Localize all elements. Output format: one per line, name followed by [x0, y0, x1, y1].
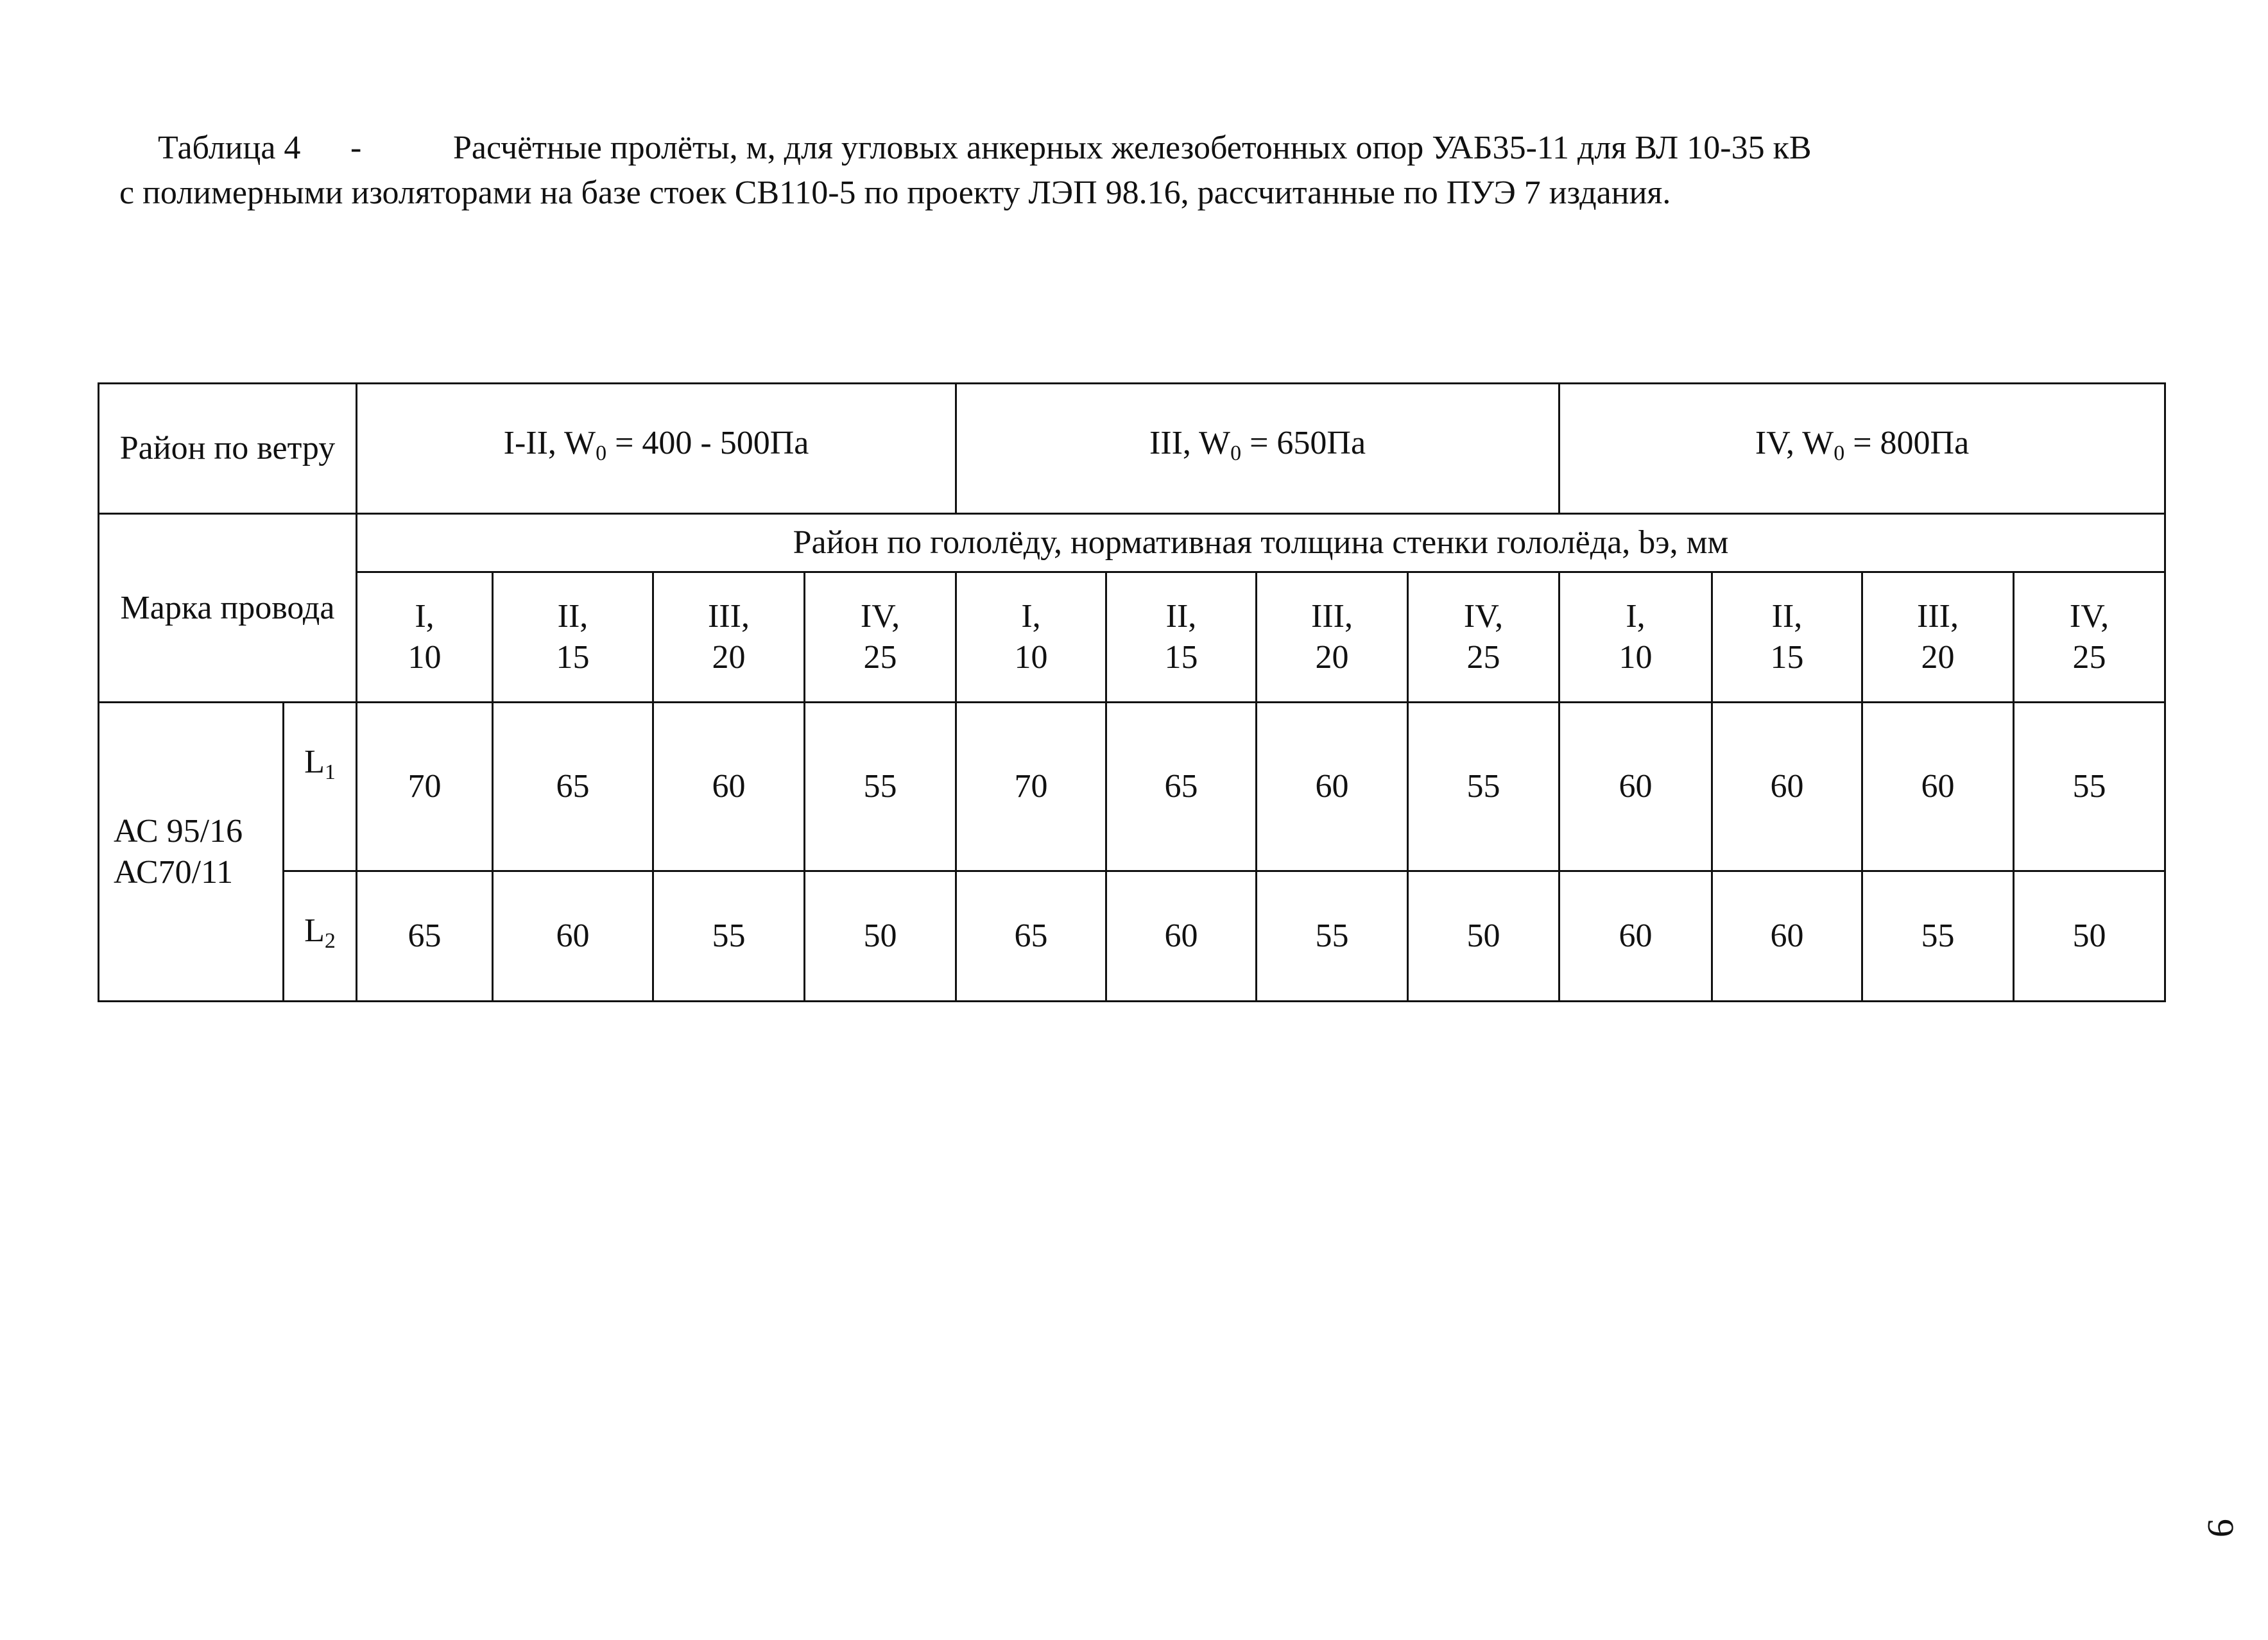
ice-column-header [2014, 572, 2165, 703]
wind-zone-3-suffix: = 800Па [1844, 425, 1970, 461]
wind-zone-1-prefix: I-II, W [503, 425, 596, 461]
ice-zone: IV, [2069, 598, 2109, 635]
header-row-ice-columns [99, 572, 2165, 703]
table-cell: 60 [1712, 703, 1862, 871]
ice-column-header [1106, 572, 1257, 703]
ice-zone: III, [1311, 598, 1353, 635]
table-caption [119, 126, 2070, 216]
ice-column-header [1712, 572, 1862, 703]
ice-mm: 20 [712, 639, 746, 676]
ice-column-header [1257, 572, 1408, 703]
ice-mm: 15 [556, 639, 590, 676]
wind-zone-3-prefix: IV, W [1755, 425, 1834, 461]
table-cell: 55 [653, 871, 805, 1002]
table-row [99, 703, 2165, 871]
table-cell: 70 [956, 703, 1106, 871]
table-cell: 60 [1862, 703, 2014, 871]
table-cell: 65 [1106, 703, 1257, 871]
ice-zone: I, [1021, 598, 1041, 635]
header-row-wind [99, 384, 2165, 514]
span-label-letter: L [304, 744, 325, 780]
caption-title-line-1: Расчётные пролёты, м, для угловых анкерных железобетонных опор УАБ35-11 для ВЛ 10-35 кВ [453, 130, 1812, 166]
wind-zone-1 [357, 384, 956, 514]
ice-column-header [1408, 572, 1559, 703]
ice-column-header [956, 572, 1106, 703]
span-label-l1 [284, 703, 357, 871]
wire-brand-header: Марка провода [99, 514, 357, 703]
wind-zone-1-suffix: = 400 - 500Па [606, 425, 809, 461]
ice-zone: III, [708, 598, 750, 635]
table-cell: 65 [357, 871, 493, 1002]
ice-column-header [653, 572, 805, 703]
wind-zone-2-suffix: = 650Па [1241, 425, 1366, 461]
table-cell: 60 [1257, 703, 1408, 871]
caption-title-line-2: с полимерными изоляторами на базе стоек СВ110-5 по проекту ЛЭП 98.16, рассчитанные по ПУЭ 7 издания. [119, 175, 1671, 211]
table-cell: 60 [1106, 871, 1257, 1002]
table-cell: 60 [1712, 871, 1862, 1002]
table-cell: 55 [2014, 703, 2165, 871]
table-cell: 60 [1559, 703, 1712, 871]
ice-column-header [1559, 572, 1712, 703]
span-label-sub: 1 [324, 760, 336, 784]
ice-column-header [805, 572, 956, 703]
ice-zone: IV, [860, 598, 900, 635]
ice-zone: III, [1917, 598, 1959, 635]
ice-mm: 25 [863, 639, 897, 676]
table-cell: 60 [493, 871, 653, 1002]
table-cell: 55 [1257, 871, 1408, 1002]
ice-mm: 20 [1315, 639, 1349, 676]
ice-mm: 10 [1014, 639, 1048, 676]
ice-zone: II, [1165, 598, 1197, 635]
ice-zone: I, [1626, 598, 1645, 635]
ice-region-header: Район по гололёду, нормативная толщина стенки гололёда, bэ, мм [357, 514, 2165, 572]
wind-zone-2 [956, 384, 1559, 514]
wind-zone-2-prefix: III, W [1149, 425, 1231, 461]
ice-mm: 25 [2072, 639, 2106, 676]
table-cell: 50 [1408, 871, 1559, 1002]
wind-zone-3 [1559, 384, 2165, 514]
ice-zone: II, [1771, 598, 1803, 635]
ice-zone: II, [557, 598, 588, 635]
table-cell: 55 [1862, 871, 2014, 1002]
wire-brand-2: АС70/11 [114, 853, 234, 891]
table-cell: 60 [653, 703, 805, 871]
caption-line-1 [119, 126, 2070, 171]
caption-table-label: Таблица 4 [158, 130, 301, 166]
span-label-sub: 2 [324, 929, 336, 953]
caption-dash: - [350, 130, 362, 166]
table-row [99, 871, 2165, 1002]
wind-zone-3-sub: 0 [1834, 441, 1845, 465]
ice-mm: 10 [1619, 639, 1653, 676]
table-cell: 65 [956, 871, 1106, 1002]
ice-mm: 15 [1770, 639, 1804, 676]
ice-mm: 10 [408, 639, 442, 676]
wind-region-header: Район по ветру [99, 384, 357, 514]
span-label-letter: L [304, 912, 325, 949]
table-cell: 55 [1408, 703, 1559, 871]
header-row-ice [99, 514, 2165, 572]
table-cell: 70 [357, 703, 493, 871]
ice-zone: IV, [1463, 598, 1504, 635]
ice-zone: I, [415, 598, 434, 635]
ice-mm: 20 [1921, 639, 1955, 676]
table-cell: 60 [1559, 871, 1712, 1002]
wire-brand-1: АС 95/16 [114, 812, 243, 850]
table-cell: 50 [2014, 871, 2165, 1002]
wind-zone-2-sub: 0 [1230, 441, 1242, 465]
ice-mm: 15 [1164, 639, 1198, 676]
span-label-l2 [284, 871, 357, 1002]
wind-zone-1-sub: 0 [596, 441, 607, 465]
page-number: 9 [2200, 1519, 2242, 1537]
ice-column-header [357, 572, 493, 703]
wire-brand-cell [99, 703, 284, 1002]
table-cell: 50 [805, 871, 956, 1002]
table-cell: 55 [805, 703, 956, 871]
table-cell: 65 [493, 703, 653, 871]
ice-column-header [493, 572, 653, 703]
ice-column-header [1862, 572, 2014, 703]
spans-table [98, 382, 2166, 1002]
ice-mm: 25 [1466, 639, 1500, 676]
